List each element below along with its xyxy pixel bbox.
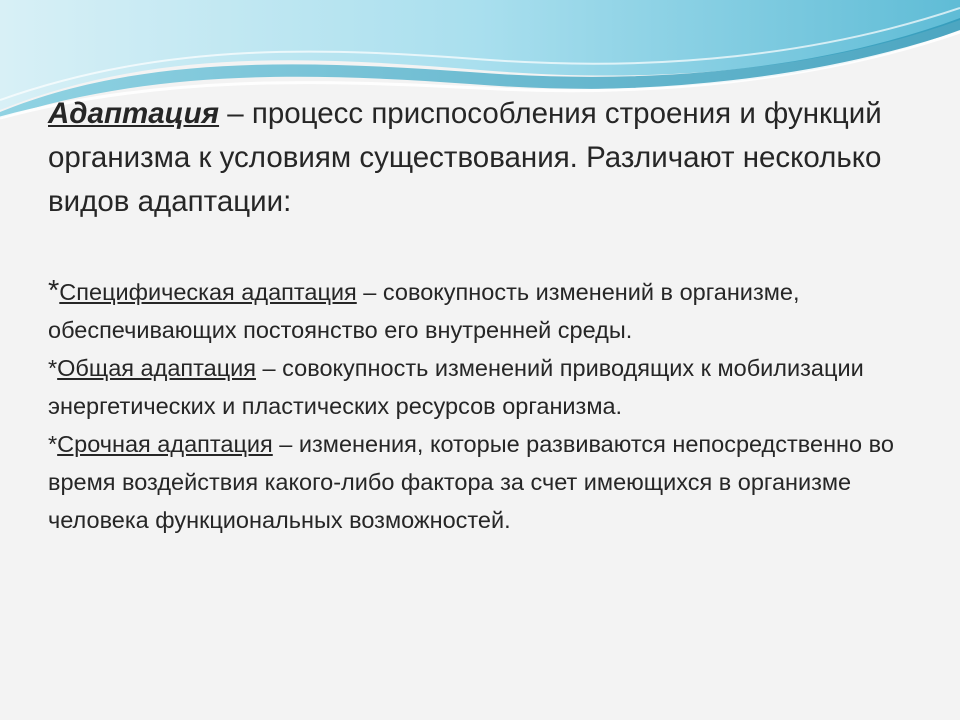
item-text: – совокупность изменений приводящих к мобилизации энергетических и пластических ресурсов организма.	[48, 355, 864, 419]
intro-text: – процесс приспособления строения и функций организма к условиям существования. Различают несколько видов адаптации:	[48, 97, 882, 218]
item-general-adaptation	[48, 349, 938, 425]
item-text: – изменения, которые развиваются непосредственно во время воздействия какого-либо фактора за счет имеющихся в организме человека функциональных возможностей.	[48, 431, 894, 533]
item-text: – совокупность изменений в организме, обеспечивающих постоянство его внутренней среды.	[48, 279, 800, 343]
item-urgent-adaptation	[48, 425, 938, 539]
intro-paragraph	[48, 92, 938, 224]
bullet-marker: *	[48, 431, 58, 457]
item-term: Срочная адаптация	[57, 431, 273, 457]
bullet-marker: *	[48, 275, 60, 307]
bullet-marker: *	[48, 355, 58, 381]
item-specific-adaptation	[48, 272, 938, 349]
item-term: Общая адаптация	[57, 355, 257, 381]
slide-content	[48, 92, 938, 539]
item-term: Специфическая адаптация	[59, 279, 357, 305]
intro-term: Адаптация	[48, 97, 220, 130]
